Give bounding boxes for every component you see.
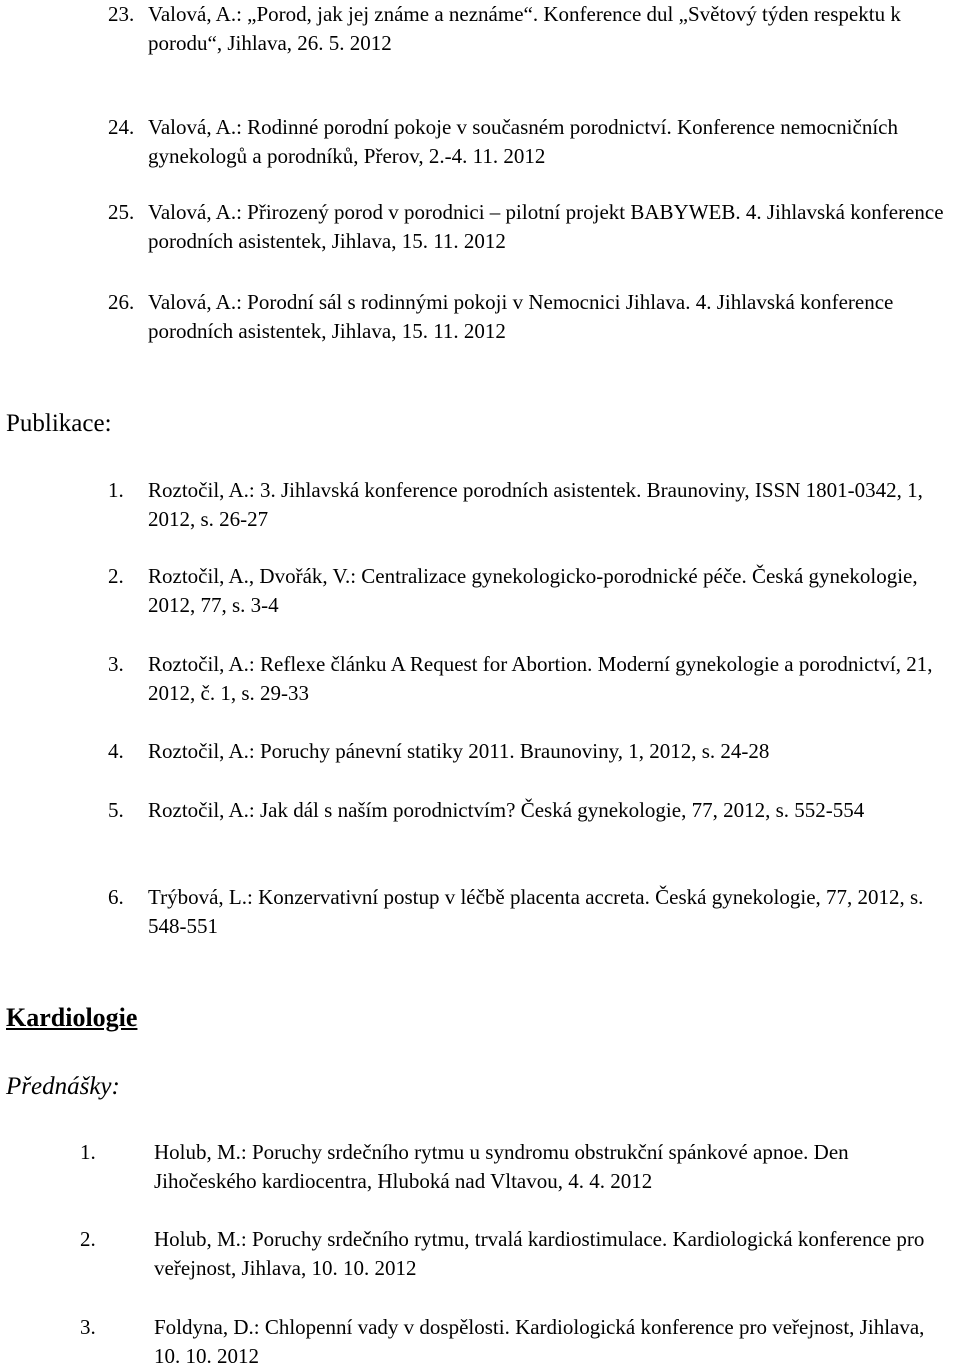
item-number: 25.	[108, 200, 135, 224]
item-text: Roztočil, A.: Poruchy pánevní statiky 2011. Braunoviny, 1, 2012, s. 24-28	[148, 739, 770, 763]
list-item	[108, 0, 956, 58]
list-item	[80, 1138, 950, 1196]
item-text: Roztočil, A., Dvořák, V.: Centralizace gynekologicko-porodnické péče. Česká gynekologie, 2012, 77, s. 3-4	[148, 564, 918, 617]
item-number: 3.	[80, 1315, 96, 1339]
list-item	[108, 796, 956, 825]
item-text: Valová, A.: „Porod, jak jej známe a neznáme“. Konference dul „Světový týden respektu k porodu“, Jihlava, 26. 5. 2012	[148, 2, 901, 55]
item-text: Roztočil, A.: Reflexe článku A Request for Abortion. Moderní gynekologie a porodnictví, 21, 2012, č. 1, s. 29-33	[148, 652, 933, 705]
list-item	[108, 883, 956, 941]
list-item	[108, 562, 956, 620]
item-number: 26.	[108, 290, 135, 314]
item-number: 1.	[80, 1140, 96, 1164]
item-number: 2.	[108, 564, 124, 588]
item-number: 3.	[108, 652, 124, 676]
item-number: 5.	[108, 798, 124, 822]
item-number: 2.	[80, 1227, 96, 1251]
section-heading-publikace: Publikace:	[6, 410, 112, 437]
item-text: Valová, A.: Porodní sál s rodinnými pokoji v Nemocnici Jihlava. 4. Jihlavská konference porodních asistentek, Jihlava, 15. 11. 2012	[148, 290, 894, 343]
item-number: 4.	[108, 739, 124, 763]
list-item	[108, 476, 956, 534]
item-number: 23.	[108, 2, 135, 26]
item-text: Holub, M.: Poruchy srdečního rytmu, trvalá kardiostimulace. Kardiologická konference pro veřejnost, Jihlava, 10. 10. 2012	[154, 1227, 925, 1280]
item-text: Roztočil, A.: 3. Jihlavská konference porodních asistentek. Braunoviny, ISSN 1801-0342, 1, 2012, s. 26-27	[148, 478, 923, 531]
list-item	[108, 737, 956, 766]
section-title-kardiologie: Kardiologie	[6, 1003, 138, 1032]
list-item	[108, 198, 956, 256]
list-item	[80, 1313, 950, 1371]
item-number: 24.	[108, 115, 135, 139]
list-item	[80, 1225, 950, 1283]
section-heading-prednasky: Přednášky:	[6, 1073, 120, 1100]
list-item	[108, 288, 956, 346]
list-item	[108, 113, 956, 171]
item-number: 6.	[108, 885, 124, 909]
item-text: Trýbová, L.: Konzervativní postup v léčbě placenta accreta. Česká gynekologie, 77, 2012, s. 548-551	[148, 885, 924, 938]
item-text: Holub, M.: Poruchy srdečního rytmu u syndromu obstrukční spánkové apnoe. Den Jihočeského kardiocentra, Hluboká nad Vltavou, 4. 4. 2012	[154, 1140, 849, 1193]
item-text: Valová, A.: Rodinné porodní pokoje v současném porodnictví. Konference nemocničních gynekologů a porodníků, Přerov, 2.-4. 11. 2012	[148, 115, 898, 168]
item-text: Foldyna, D.: Chlopenní vady v dospělosti. Kardiologická konference pro veřejnost, Jihlava, 10. 10. 2012	[154, 1315, 925, 1368]
item-text: Roztočil, A.: Jak dál s naším porodnictvím? Česká gynekologie, 77, 2012, s. 552-554	[148, 798, 865, 822]
item-number: 1.	[108, 478, 124, 502]
item-text: Valová, A.: Přirozený porod v porodnici – pilotní projekt BABYWEB. 4. Jihlavská konference porodních asistentek, Jihlava, 15. 11. 2012	[148, 200, 944, 253]
list-item	[108, 650, 956, 708]
